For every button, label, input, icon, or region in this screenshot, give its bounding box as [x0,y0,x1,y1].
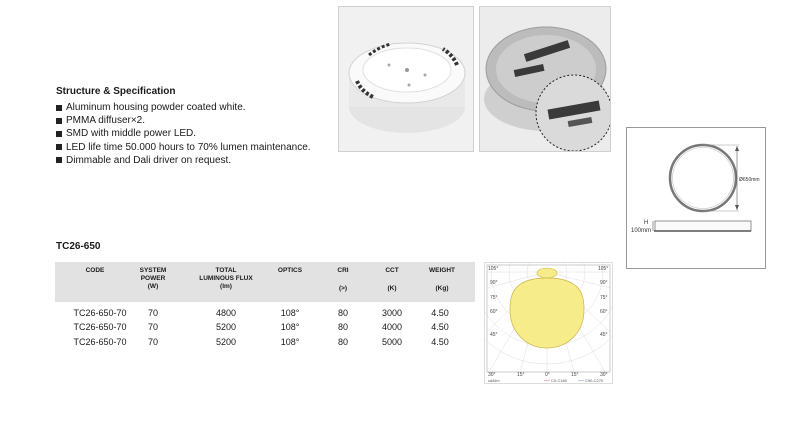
legend-c0: C0-C180 [551,378,568,383]
product-photo-exterior [338,6,474,152]
upward-lobe [537,268,557,278]
spec-item: SMD with middle power LED. [56,127,311,140]
diameter-label: Ø650mm [739,177,760,183]
svg-text:45°: 45° [600,332,608,338]
header-weight: WEIGHT (Kg) [429,267,455,292]
dimension-drawing [626,127,766,269]
svg-text:90°: 90° [490,280,498,286]
downward-lobe [510,278,584,348]
svg-text:45°: 45° [490,332,498,338]
svg-text:30°: 30° [488,372,496,378]
header-cri: CRI (>) [337,267,349,292]
model-title: TC26-650 [56,241,101,252]
svg-text:60°: 60° [600,309,608,315]
height-label-value: 100mm [631,228,652,234]
spec-title: Structure & Specification [56,86,176,97]
square-bullet-icon [56,105,62,111]
header-optics: OPTICS [277,267,303,274]
square-bullet-icon [56,118,62,124]
spec-item: PMMA diffuser×2. [56,114,311,127]
header-cct: CCT (K) [385,267,399,292]
luminaire-exterior-illustration [339,7,474,152]
header-power: SYSTEM POWER (W) [139,267,167,290]
legend-c90: C90-C270 [585,378,604,383]
spec-item: Dimmable and Dali driver on request. [56,154,311,167]
svg-text:0°: 0° [545,372,550,378]
spec-item: Aluminum housing powder coated white. [56,101,311,114]
square-bullet-icon [56,157,62,163]
svg-text:75°: 75° [600,295,608,301]
height-label-h: H [644,220,649,226]
header-flux: TOTAL LUMINOUS FLUX (lm) [199,267,253,290]
square-bullet-icon [56,131,62,137]
dimension-diagram [627,128,767,270]
svg-text:75°: 75° [490,295,498,301]
spec-list [56,101,311,167]
svg-text:15°: 15° [571,372,579,378]
table-header [55,262,475,302]
spec-item: LED life time 50.000 hours to 70% lumen maintenance. [56,141,311,154]
luminaire-interior-illustration [480,7,611,152]
svg-text:60°: 60° [490,309,498,315]
svg-text:105°: 105° [598,266,609,272]
svg-text:105°: 105° [488,266,499,272]
polar-unit: cd/klm [488,378,500,383]
svg-text:30°: 30° [600,372,608,378]
square-bullet-icon [56,144,62,150]
polar-distribution-diagram [484,262,613,384]
svg-text:90°: 90° [600,280,608,286]
header-code: CODE [85,267,105,274]
svg-text:15°: 15° [517,372,525,378]
product-photo-interior [479,6,611,152]
polar-diagram-svg [484,262,613,384]
